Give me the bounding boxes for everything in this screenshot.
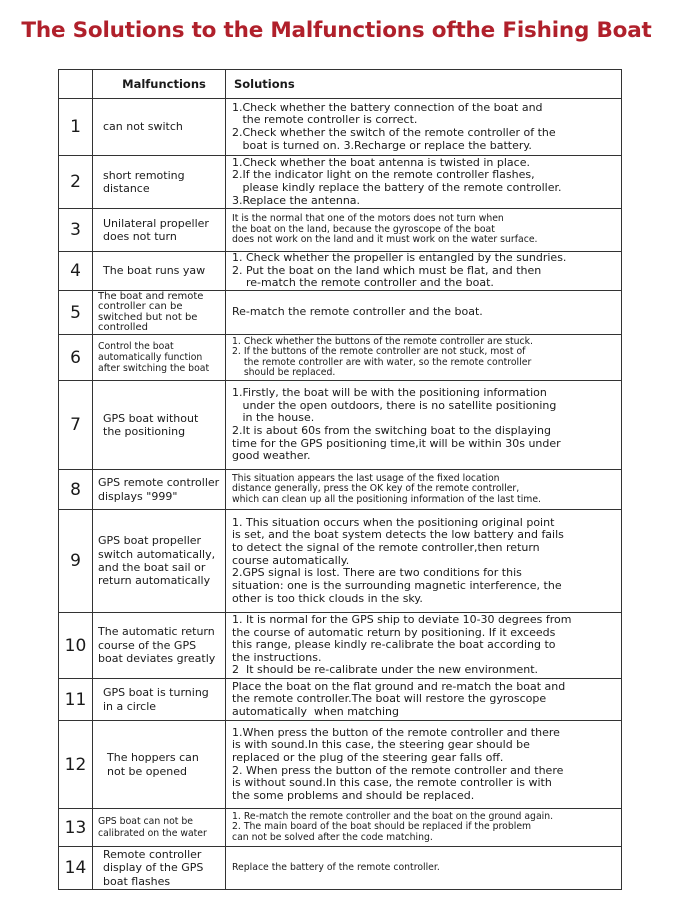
malfunction-table — [58, 69, 622, 890]
row-number: 14 — [59, 847, 93, 890]
header-solutions: Solutions — [226, 70, 622, 99]
malfunction-cell: short remoting distance — [93, 156, 226, 209]
table-row — [59, 847, 622, 890]
row-number: 10 — [59, 613, 93, 679]
header-malfunctions: Malfunctions — [93, 70, 226, 99]
row-number: 7 — [59, 381, 93, 470]
malfunction-cell: Remote controller display of the GPS boat flashes — [93, 847, 226, 890]
solution-cell: Replace the battery of the remote controller. — [226, 847, 622, 890]
row-number: 3 — [59, 209, 93, 252]
row-number: 12 — [59, 721, 93, 809]
row-number: 5 — [59, 291, 93, 335]
malfunction-cell: GPS remote controller displays "999" — [93, 470, 226, 510]
row-number: 9 — [59, 510, 93, 613]
table-row — [59, 381, 622, 470]
malfunction-cell: The hoppers can not be opened — [93, 721, 226, 809]
malfunction-cell: Control the boat automatically function after switching the boat — [93, 335, 226, 381]
table-header-row — [59, 70, 622, 99]
row-number: 8 — [59, 470, 93, 510]
solution-cell: Place the boat on the flat ground and re-match the boat and the remote controller.The boat will restore the gyroscope automatically when matching — [226, 679, 622, 721]
malfunction-cell: can not switch — [93, 99, 226, 156]
table-row — [59, 156, 622, 209]
table-row — [59, 679, 622, 721]
malfunction-cell: GPS boat is turning in a circle — [93, 679, 226, 721]
solution-cell: 1. It is normal for the GPS ship to deviate 10-30 degrees from the course of automatic return by positioning. If it exceeds this range, please kindly re-calibrate the boat according to the instructions. 2 It should be re-calibrate under the new environment. — [226, 613, 622, 679]
page-title: The Solutions to the Malfunctions ofthe Fishing Boat — [21, 18, 652, 43]
table-row — [59, 721, 622, 809]
malfunction-cell: GPS boat can not be calibrated on the water — [93, 809, 226, 847]
solution-cell: 1.Check whether the boat antenna is twisted in place. 2.If the indicator light on the remote controller flashes, please kindly replace the battery of the remote controller. 3.Replace the antenna. — [226, 156, 622, 209]
table-row — [59, 291, 622, 335]
row-number: 13 — [59, 809, 93, 847]
solution-cell: It is the normal that one of the motors does not turn when the boat on the land, because the gyroscope of the boat does not work on the land and it must work on the water surface. — [226, 209, 622, 252]
row-number: 1 — [59, 99, 93, 156]
solution-cell: 1. This situation occurs when the positioning original point is set, and the boat system detects the low battery and fails to detect the signal of the remote controller,then return course automatically. 2.GPS signal is lost. There are two conditions for this situation: one is the surrounding magnetic interference, the other is too thick clouds in the sky. — [226, 510, 622, 613]
solution-cell: 1. Check whether the propeller is entangled by the sundries. 2. Put the boat on the land which must be flat, and then re-match the remote controller and the boat. — [226, 252, 622, 291]
malfunction-cell: GPS boat propeller switch automatically, and the boat sail or return automatically — [93, 510, 226, 613]
solution-cell: 1.Check whether the battery connection of the boat and the remote controller is correct. 2.Check whether the switch of the remote controller of the boat is turned on. 3.Recharge or replace the battery. — [226, 99, 622, 156]
solution-cell: Re-match the remote controller and the boat. — [226, 291, 622, 335]
table-row — [59, 252, 622, 291]
malfunction-cell: The boat and remote controller can be switched but not be controlled — [93, 291, 226, 335]
table-row — [59, 209, 622, 252]
row-number: 11 — [59, 679, 93, 721]
malfunction-cell: GPS boat without the positioning — [93, 381, 226, 470]
table-row — [59, 470, 622, 510]
solution-cell: 1. Check whether the buttons of the remote controller are stuck. 2. If the buttons of the remote controller are not stuck, most of the remote controller are with water, so the remote controller should be replaced. — [226, 335, 622, 381]
header-number — [59, 70, 93, 99]
solution-cell: 1. Re-match the remote controller and the boat on the ground again. 2. The main board of the boat should be replaced if the problem can not be solved after the code matching. — [226, 809, 622, 847]
malfunction-cell: The boat runs yaw — [93, 252, 226, 291]
table-row — [59, 99, 622, 156]
table-row — [59, 809, 622, 847]
table-row — [59, 510, 622, 613]
malfunction-cell: The automatic return course of the GPS boat deviates greatly — [93, 613, 226, 679]
row-number: 2 — [59, 156, 93, 209]
solution-cell: 1.Firstly, the boat will be with the positioning information under the open outdoors, there is no satellite positioning in the house. 2.It is about 60s from the switching boat to the displaying time for the GPS positioning time,it will be within 30s under good weather. — [226, 381, 622, 470]
malfunction-cell: Unilateral propeller does not turn — [93, 209, 226, 252]
table-row — [59, 335, 622, 381]
row-number: 4 — [59, 252, 93, 291]
row-number: 6 — [59, 335, 93, 381]
table-row — [59, 613, 622, 679]
solution-cell: This situation appears the last usage of the fixed location distance generally, press the OK key of the remote controller, which can clean up all the positioning information of the last time. — [226, 470, 622, 510]
solution-cell: 1.When press the button of the remote controller and there is with sound.In this case, the steering gear should be replaced or the plug of the steering gear falls off. 2. When press the button of the remote controller and there is without sound.In this case, the remote controller is with the some problems and should be replaced. — [226, 721, 622, 809]
